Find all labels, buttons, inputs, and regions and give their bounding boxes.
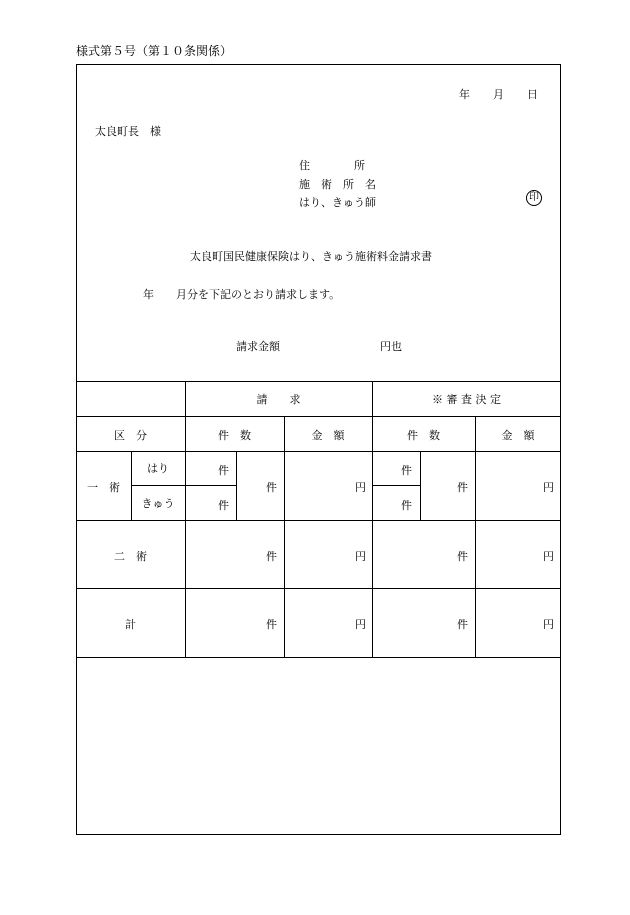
- total-claim-count-unit: 件: [266, 618, 277, 631]
- form-title: 太良町国民健康保険はり、きゅう施術料金請求書: [190, 250, 432, 263]
- one-treatment-claim-yen-unit: 円: [355, 481, 366, 494]
- row-two-treatment-label: 二 術: [114, 550, 147, 563]
- two-treatment-review-yen-unit: 円: [543, 550, 554, 563]
- total-label: 計: [125, 618, 136, 631]
- kyuu-label: きゅう: [141, 497, 175, 510]
- form-number: 様式第５号（第１０条関係）: [76, 44, 233, 58]
- total-review-count-unit: 件: [457, 618, 468, 631]
- statement-text: 月分を下記のとおり請求します。: [176, 288, 341, 301]
- hari-claim-count-unit: 件: [218, 464, 229, 477]
- date-month: 月: [493, 88, 504, 101]
- two-treatment-claim-yen-unit: 円: [355, 550, 366, 563]
- seal-mark: 印: [526, 190, 542, 206]
- claim-header: 請 求: [256, 393, 301, 406]
- row-one-treatment-label: 一 術: [87, 481, 120, 494]
- one-treatment-claim-count-unit: 件: [266, 481, 277, 494]
- amount-suffix: 円也: [380, 340, 402, 353]
- date-year: 年: [459, 88, 470, 101]
- amount-label: 請求金額: [236, 340, 280, 353]
- one-treatment-review-yen-unit: 円: [543, 481, 554, 494]
- date-day: 日: [527, 88, 538, 101]
- kyuu-review-count-unit: 件: [401, 499, 412, 512]
- addressee: 太良町長 様: [95, 125, 161, 138]
- category-header: 区 分: [114, 429, 147, 442]
- hari-label: はり: [147, 462, 169, 475]
- two-treatment-review-count-unit: 件: [457, 550, 468, 563]
- hari-review-count-unit: 件: [401, 464, 412, 477]
- address-label: 住 所: [299, 159, 365, 172]
- review-header: ※ 審 査 決 定: [432, 393, 501, 406]
- claim-count-header: 件 数: [218, 429, 251, 442]
- review-amount-header: 金 額: [501, 429, 535, 442]
- claim-amount-header: 金 額: [311, 429, 345, 442]
- total-review-yen-unit: 円: [543, 618, 554, 631]
- review-count-header: 件 数: [407, 429, 440, 442]
- total-claim-yen-unit: 円: [355, 618, 366, 631]
- two-treatment-claim-count-unit: 件: [266, 550, 277, 563]
- one-treatment-review-count-unit: 件: [457, 481, 468, 494]
- practitioner-label: はり、きゅう師: [299, 196, 376, 209]
- facility-name-label: 施 術 所 名: [299, 178, 376, 191]
- statement-year: 年: [143, 288, 154, 301]
- kyuu-claim-count-unit: 件: [218, 499, 229, 512]
